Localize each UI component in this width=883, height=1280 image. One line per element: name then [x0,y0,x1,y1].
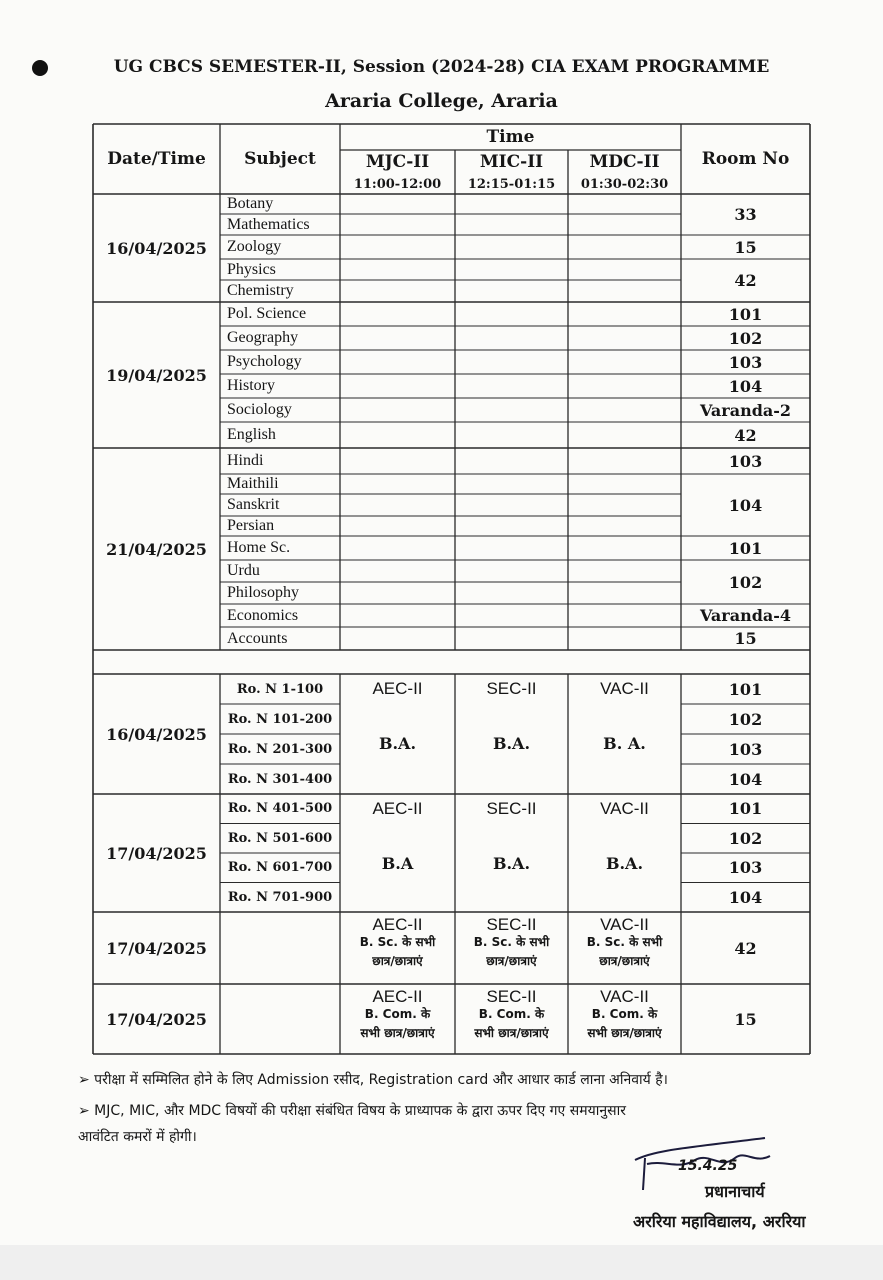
header-slot-time: 01:30-02:30 [580,176,669,192]
room-number: 104 [728,495,763,515]
room-number: 42 [734,938,757,958]
stream-date: 17/04/2025 [106,938,207,958]
programme-name: B.A. [492,733,531,753]
header-slot-code: MDC-II [589,152,660,172]
course-code: SEC-II [486,679,537,698]
room-number: 15 [734,629,757,648]
roll-range: Ro. N 601-700 [227,860,333,876]
room-number: Varanda-4 [699,606,792,625]
roll-range: Ro. N 701-900 [227,889,333,905]
subject-name: History [227,377,275,394]
principal-office: अररिया महाविद्यालय, अररिया [633,1212,806,1231]
roll-range: Ro. N 201-300 [227,741,333,757]
programme-name: B.A. [378,733,417,753]
header-subject: Subject [244,149,316,169]
stream-slot-cell [455,914,568,984]
room-number: 103 [728,352,763,372]
subject-name: Accounts [227,629,288,647]
header-slot-time: 11:00-12:00 [353,176,442,192]
header-slot-code: MIC-II [479,152,544,172]
course-code: AEC-II [372,915,423,934]
stream-line: सभी छात्र/छात्राएं [474,1026,549,1041]
subject-name: Sanskrit [227,496,280,513]
room-number: 104 [728,769,763,789]
stream-line: B. Sc. के सभी [586,935,663,950]
college-name: Araria College, Araria [325,90,558,112]
room-number: 103 [728,739,763,759]
subject-name: Philosophy [227,584,300,601]
subject-name: Psychology [227,353,302,370]
header-slot-code: MJC-II [365,152,430,172]
room-number: 102 [728,709,763,729]
room-number: 101 [728,304,763,324]
room-number: 102 [728,828,763,848]
header-slot-time: 12:15-01:15 [467,176,556,192]
group-date: 19/04/2025 [106,365,207,385]
stream-line: B. Com. के [478,1007,545,1022]
subject-name: Zoology [227,238,282,255]
programme-name: B.A. [492,853,531,873]
room-number: 103 [728,858,763,878]
subject-name: Geography [227,329,299,346]
note-exam-conduct: ➢ MJC, MIC, और MDC विषयों की परीक्षा संबंधित विषय के प्राध्यापक के द्वारा ऊपर दिए गए समयानुसार [78,1103,626,1119]
roll-range: Ro. N 1-100 [236,681,324,697]
subject-name: English [227,426,276,443]
room-number: 42 [734,425,757,445]
room-number: 104 [728,887,763,907]
course-code: VAC-II [600,679,649,698]
stream-line: छात्र/छात्राएं [599,954,650,969]
stream-line: छात्र/छात्राएं [486,954,537,969]
roll-range: Ro. N 401-500 [227,801,333,817]
subject-name: Sociology [227,401,292,418]
header-date-time: Date/Time [107,149,206,169]
exam-programme-title: UG CBCS SEMESTER-II, Session (2024-28) CIA EXAM PROGRAMME [113,57,770,77]
stream-date: 17/04/2025 [106,1009,207,1029]
room-number: 15 [734,1009,757,1029]
programme-name: B.A. [605,853,644,873]
signature-date: 15.4.25 [678,1158,738,1174]
room-number: 33 [734,205,757,224]
subject-name: Home Sc. [227,539,291,556]
course-code: AEC-II [372,799,423,818]
group-date: 21/04/2025 [106,539,207,559]
room-number: 103 [728,451,763,471]
subject-name: Pol. Science [227,305,307,322]
roll-range: Ro. N 101-200 [227,711,333,727]
roll-group-date: 17/04/2025 [106,843,207,863]
course-code: AEC-II [372,987,423,1006]
principal-designation: प्रधानाचार्य [705,1182,765,1201]
room-number: 42 [734,271,757,290]
stream-slot-cell [340,986,455,1054]
stream-line: छात्र/छात्राएं [372,954,423,969]
roll-group-date: 16/04/2025 [106,724,207,744]
room-number: 15 [734,237,757,257]
note-admission-documents: ➢ परीक्षा में सम्मिलित होने के लिए Admission रसीद, Registration card और आधार कार्ड लाना अनिवार्य है। [78,1072,668,1088]
stream-slot-cell [340,914,455,984]
header-time: Time [486,127,535,147]
subject-name: Mathematics [227,215,310,233]
stream-slot-cell [568,986,681,1054]
subject-name: Maithili [227,475,279,492]
room-number: 102 [728,572,763,592]
subject-name: Physics [227,260,276,278]
course-code: SEC-II [486,915,537,934]
subject-name: Persian [227,517,275,534]
course-code: VAC-II [600,915,649,934]
programme-name: B. A. [603,733,646,753]
course-code: SEC-II [486,799,537,818]
stream-line: B. Sc. के सभी [359,935,436,950]
stream-line: सभी छात्र/छात्राएं [587,1026,662,1041]
roll-range: Ro. N 501-600 [227,830,333,846]
header-room-no: Room No [701,149,790,169]
room-number: 104 [728,376,763,396]
stream-slot-cell [455,986,568,1054]
course-code: VAC-II [600,799,649,818]
subject-name: Hindi [227,452,264,469]
subject-name: Chemistry [227,282,294,299]
room-number: Varanda-2 [699,400,792,420]
roll-range: Ro. N 301-400 [227,771,333,787]
programme-name: B.A [381,853,414,873]
stream-line: B. Sc. के सभी [473,935,550,950]
course-code: AEC-II [372,679,423,698]
subject-name: Urdu [227,562,260,579]
subject-name: Economics [227,606,299,624]
stream-line: B. Com. के [364,1007,431,1022]
note-exam-conduct-continued: आवंटित कमरों में होगी। [78,1129,197,1145]
stream-line: B. Com. के [591,1007,658,1022]
room-number: 101 [728,799,763,819]
course-code: SEC-II [486,987,537,1006]
course-code: VAC-II [600,987,649,1006]
room-number: 102 [728,328,763,348]
room-number: 101 [728,538,763,558]
stream-line: सभी छात्र/छात्राएं [360,1026,435,1041]
subject-name: Botany [227,195,274,212]
room-number: 101 [728,679,763,699]
group-date: 16/04/2025 [106,238,207,258]
stream-slot-cell [568,914,681,984]
